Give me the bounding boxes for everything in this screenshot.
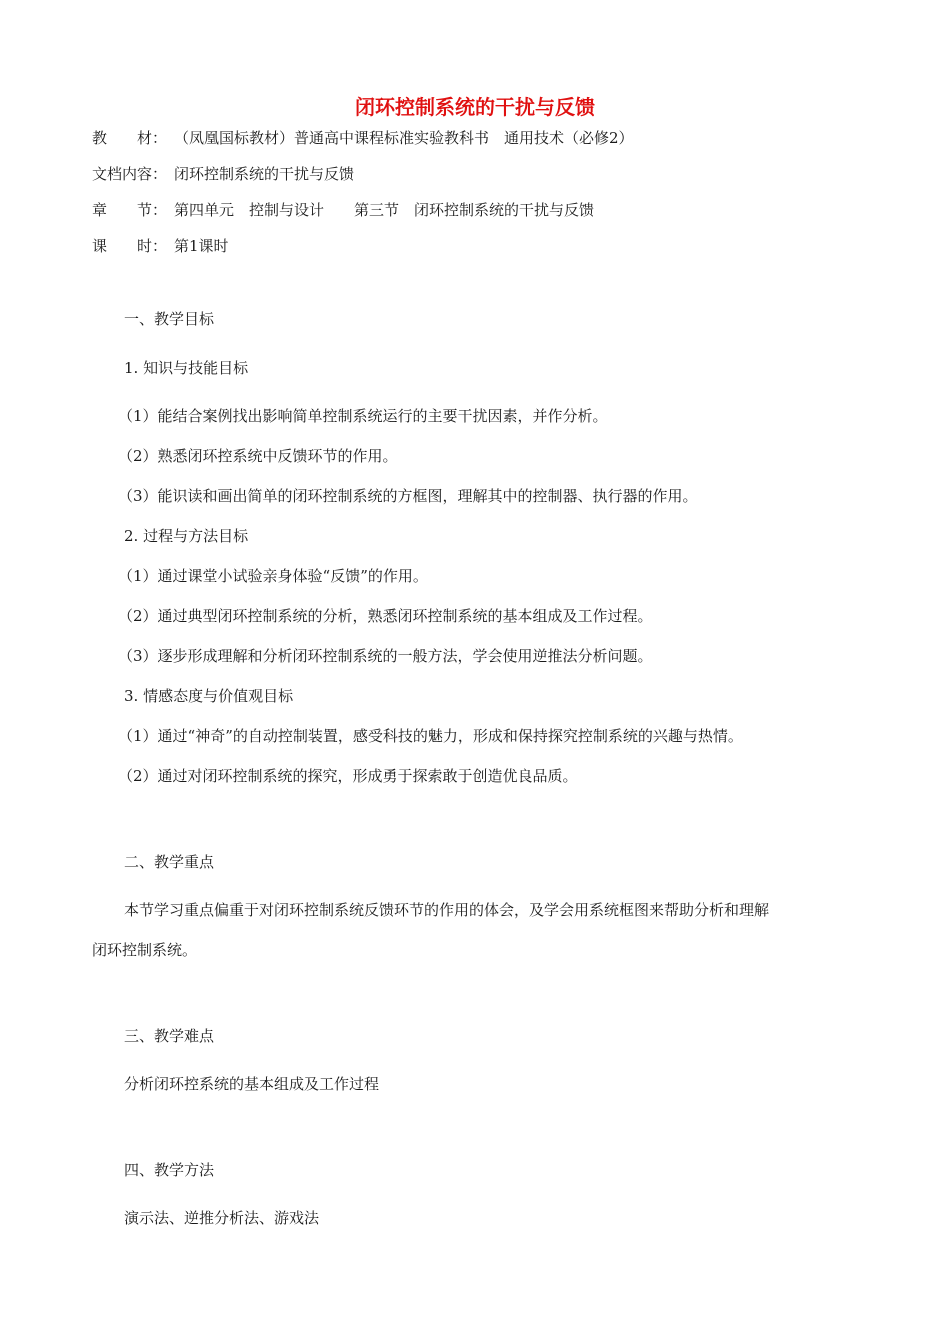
paragraph-key-points-line1: 本节学习重点偏重于对闭环控制系统反馈环节的作用的体会，及学会用系统框图来帮助分析和理解 xyxy=(124,901,770,919)
section-heading-difficulties: 三、教学难点 xyxy=(124,1027,215,1045)
subheading-attitude: 3. 情感态度与价值观目标 xyxy=(124,687,294,705)
meta-value: 闭环控制系统的干扰与反馈 xyxy=(174,165,355,183)
list-item: （1）通过课堂小试验亲身体验“反馈”的作用。 xyxy=(118,567,428,585)
subheading-knowledge: 1. 知识与技能目标 xyxy=(124,359,249,377)
meta-label: 文档内容： xyxy=(92,165,168,183)
meta-label: 课 时： xyxy=(92,237,168,255)
list-item: （2）熟悉闭环控系统中反馈环节的作用。 xyxy=(118,447,398,465)
list-item: （1）能结合案例找出影响简单控制系统运行的主要干扰因素，并作分析。 xyxy=(118,407,608,425)
document-title: 闭环控制系统的干扰与反馈 xyxy=(355,95,595,119)
list-item: （2）通过对闭环控制系统的探究，形成勇于探索敢于创造优良品质。 xyxy=(118,767,578,785)
subheading-process: 2. 过程与方法目标 xyxy=(124,527,249,545)
list-item: （3）逐步形成理解和分析闭环控制系统的一般方法，学会使用逆推法分析问题。 xyxy=(118,647,653,665)
section-heading-objectives: 一、教学目标 xyxy=(124,310,215,328)
meta-period xyxy=(92,236,229,256)
paragraph-key-points-line2: 闭环控制系统。 xyxy=(92,941,198,959)
meta-textbook xyxy=(92,128,634,148)
meta-value: 第1课时 xyxy=(174,237,229,255)
meta-label: 教 材： xyxy=(92,129,168,147)
meta-content xyxy=(92,164,354,184)
meta-label: 章 节： xyxy=(92,201,168,219)
list-item: （3）能识读和画出简单的闭环控制系统的方框图，理解其中的控制器、执行器的作用。 xyxy=(118,487,698,505)
paragraph-difficulties: 分析闭环控系统的基本组成及工作过程 xyxy=(124,1075,380,1093)
section-heading-methods: 四、教学方法 xyxy=(124,1161,215,1179)
section-heading-key-points: 二、教学重点 xyxy=(124,853,215,871)
meta-value: 第四单元 控制与设计 第三节 闭环控制系统的干扰与反馈 xyxy=(174,201,595,219)
paragraph-methods: 演示法、逆推分析法、游戏法 xyxy=(124,1209,320,1227)
list-item: （2）通过典型闭环控制系统的分析，熟悉闭环控制系统的基本组成及工作过程。 xyxy=(118,607,653,625)
meta-chapter xyxy=(92,200,594,220)
meta-value: （凤凰国标教材）普通高中课程标准实验教科书 通用技术（必修2） xyxy=(174,129,634,147)
list-item: （1）通过“神奇”的自动控制装置，感受科技的魅力，形成和保持探究控制系统的兴趣与热情。 xyxy=(118,727,743,745)
